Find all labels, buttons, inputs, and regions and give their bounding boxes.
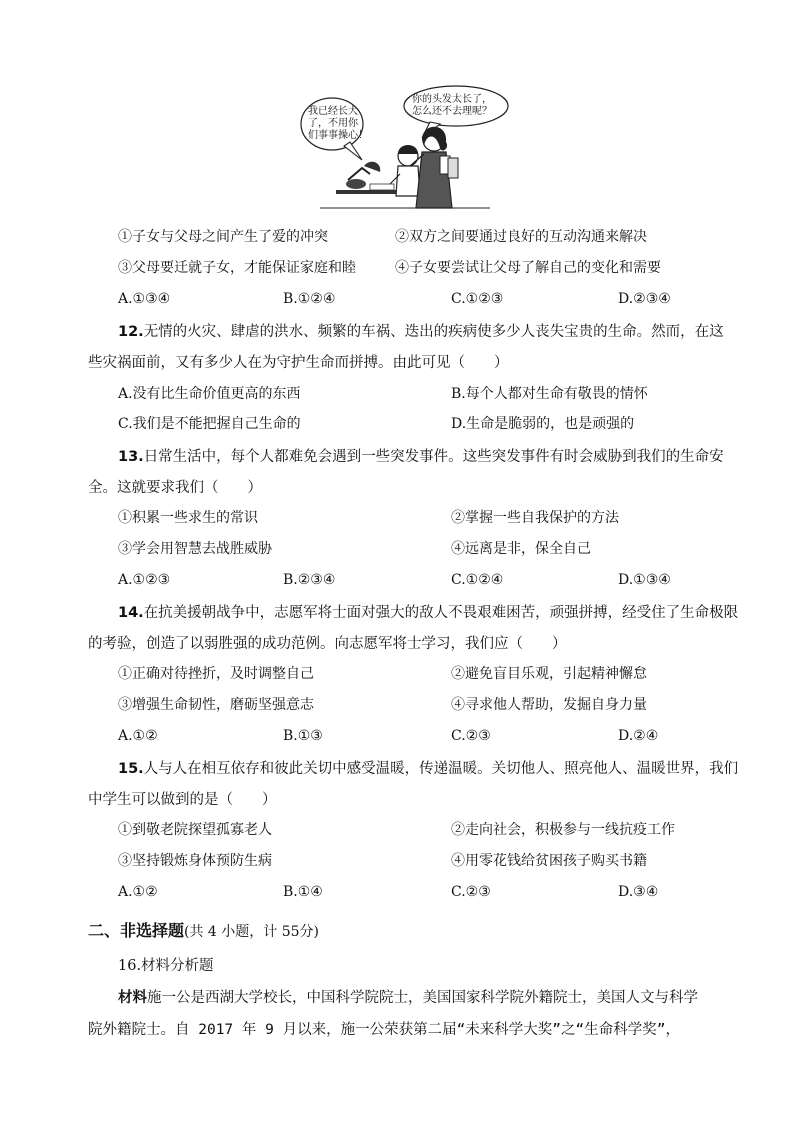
material-text-1: 施一公是西湖大学校长，中国科学院院士，美国国家科学院外籍院士，美国人文与科学 xyxy=(147,990,698,1006)
q13-statement-4: ④远离是非，保全自己 xyxy=(451,541,591,557)
q11-statement-4: ④子女要尝试让父母了解自己的变化和需要 xyxy=(395,260,661,276)
q11-option-b[interactable]: B.①②④ xyxy=(283,291,336,307)
q15-option-b[interactable]: B.①④ xyxy=(283,884,323,900)
q15-stem-text: 人与人在相互依存和彼此关切中感受温暖，传递温暖。关切他人、照亮他人、温暖世界，我们 xyxy=(143,761,739,777)
q14-option-c[interactable]: C.②③ xyxy=(451,728,491,744)
q12-option-b[interactable]: B.每个人都对生命有敬畏的情怀 xyxy=(451,386,648,402)
material-label: 材料 xyxy=(118,990,147,1006)
q15-option-d[interactable]: D.③④ xyxy=(618,884,659,900)
q15-stem-line1 xyxy=(118,759,738,779)
right-bubble-text: 你的头发太长了， 怎么还不去理呢？ xyxy=(412,94,492,117)
q13-stem-line2: 全。这就要求我们（ ） xyxy=(88,480,262,496)
q13-option-b[interactable]: B.②③④ xyxy=(283,572,336,588)
section-title: 二、非选择题 xyxy=(88,921,185,940)
q15-statement-2: ②走向社会，积极参与一线抗疫工作 xyxy=(451,822,675,838)
q13-option-d[interactable]: D.①③④ xyxy=(618,572,671,588)
section-subtitle: (共 4 小题，计 55分) xyxy=(184,924,320,940)
q15-statement-3: ③坚持锻炼身体预防生病 xyxy=(118,853,272,869)
q13-stem-line1 xyxy=(118,447,724,467)
q15-number: 15. xyxy=(118,761,144,777)
q14-stem-text: 在抗美援朝战争中，志愿军将士面对强大的敌人不畏艰难困苦，顽强拼搏，经受住了生命极限 xyxy=(143,605,739,621)
q12-stem-line1 xyxy=(118,322,724,342)
q15-statement-1: ①到敬老院探望孤寡老人 xyxy=(118,822,272,838)
q12-stem-line2: 些灾祸面前，又有多少人在为守护生命而拼搏。由此可见（ ） xyxy=(88,355,509,371)
q16-title: 16.材料分析题 xyxy=(118,958,214,974)
q12-stem-text: 无情的火灾、肆虐的洪水、频繁的车祸、迭出的疾病使多少人丧失宝贵的生命。然而，在这 xyxy=(143,324,724,340)
q12-option-d[interactable]: D.生命是脆弱的，也是顽强的 xyxy=(451,416,635,432)
q16-material-line1 xyxy=(118,988,698,1008)
cartoon-illustration xyxy=(300,84,510,212)
q14-option-d[interactable]: D.②④ xyxy=(618,728,659,744)
left-bubble-text: 我已经长大 了，不用你 们事事操心！ xyxy=(308,106,368,141)
q12-option-a[interactable]: A.没有比生命价值更高的东西 xyxy=(118,386,301,402)
section-heading xyxy=(88,920,319,943)
q13-number: 13. xyxy=(118,449,144,465)
q13-option-a[interactable]: A.①②③ xyxy=(118,572,171,588)
q11-statement-2: ②双方之间要通过良好的互动沟通来解决 xyxy=(395,229,647,245)
q15-statement-4: ④用零花钱给贫困孩子购买书籍 xyxy=(451,853,647,869)
q15-stem-line2: 中学生可以做到的是（ ） xyxy=(88,792,277,808)
q13-option-c[interactable]: C.①②④ xyxy=(451,572,504,588)
q15-option-a[interactable]: A.①② xyxy=(118,884,158,900)
q13-stem-text: 日常生活中，每个人都难免会遇到一些突发事件。这些突发事件有时会威胁到我们的生命安 xyxy=(143,449,724,465)
q14-statement-1: ①正确对待挫折，及时调整自己 xyxy=(118,666,314,682)
q11-option-a[interactable]: A.①③④ xyxy=(118,291,171,307)
q11-option-d[interactable]: D.②③④ xyxy=(618,291,671,307)
q14-statement-2: ②避免盲目乐观，引起精神懈怠 xyxy=(451,666,647,682)
q11-statement-1: ①子女与父母之间产生了爱的冲突 xyxy=(118,229,328,245)
q14-stem-line2: 的考验，创造了以弱胜强的成功范例。向志愿军将士学习，我们应（ ） xyxy=(88,636,567,652)
q11-statement-3: ③父母要迁就子女，才能保证家庭和睦 xyxy=(118,260,356,276)
q16-material-line2: 院外籍院士。自 2017 年 9 月以来，施一公荣获第二届“未来科学大奖”之“生命科学奖”， xyxy=(88,1022,680,1038)
q14-option-a[interactable]: A.①② xyxy=(118,728,158,744)
q14-statement-4: ④寻求他人帮助，发掘自身力量 xyxy=(451,697,647,713)
q14-stem-line1 xyxy=(118,603,738,623)
q14-statement-3: ③增强生命韧性，磨砺坚强意志 xyxy=(118,697,314,713)
q14-option-b[interactable]: B.①③ xyxy=(283,728,323,744)
q13-statement-2: ②掌握一些自我保护的方法 xyxy=(451,510,619,526)
q14-number: 14. xyxy=(118,605,144,621)
q12-number: 12. xyxy=(118,324,144,340)
q11-option-c[interactable]: C.①②③ xyxy=(451,291,504,307)
q13-statement-3: ③学会用智慧去战胜威胁 xyxy=(118,541,272,557)
q13-statement-1: ①积累一些求生的常识 xyxy=(118,510,258,526)
q15-option-c[interactable]: C.②③ xyxy=(451,884,491,900)
q12-option-c[interactable]: C.我们是不能把握自己生命的 xyxy=(118,416,301,432)
